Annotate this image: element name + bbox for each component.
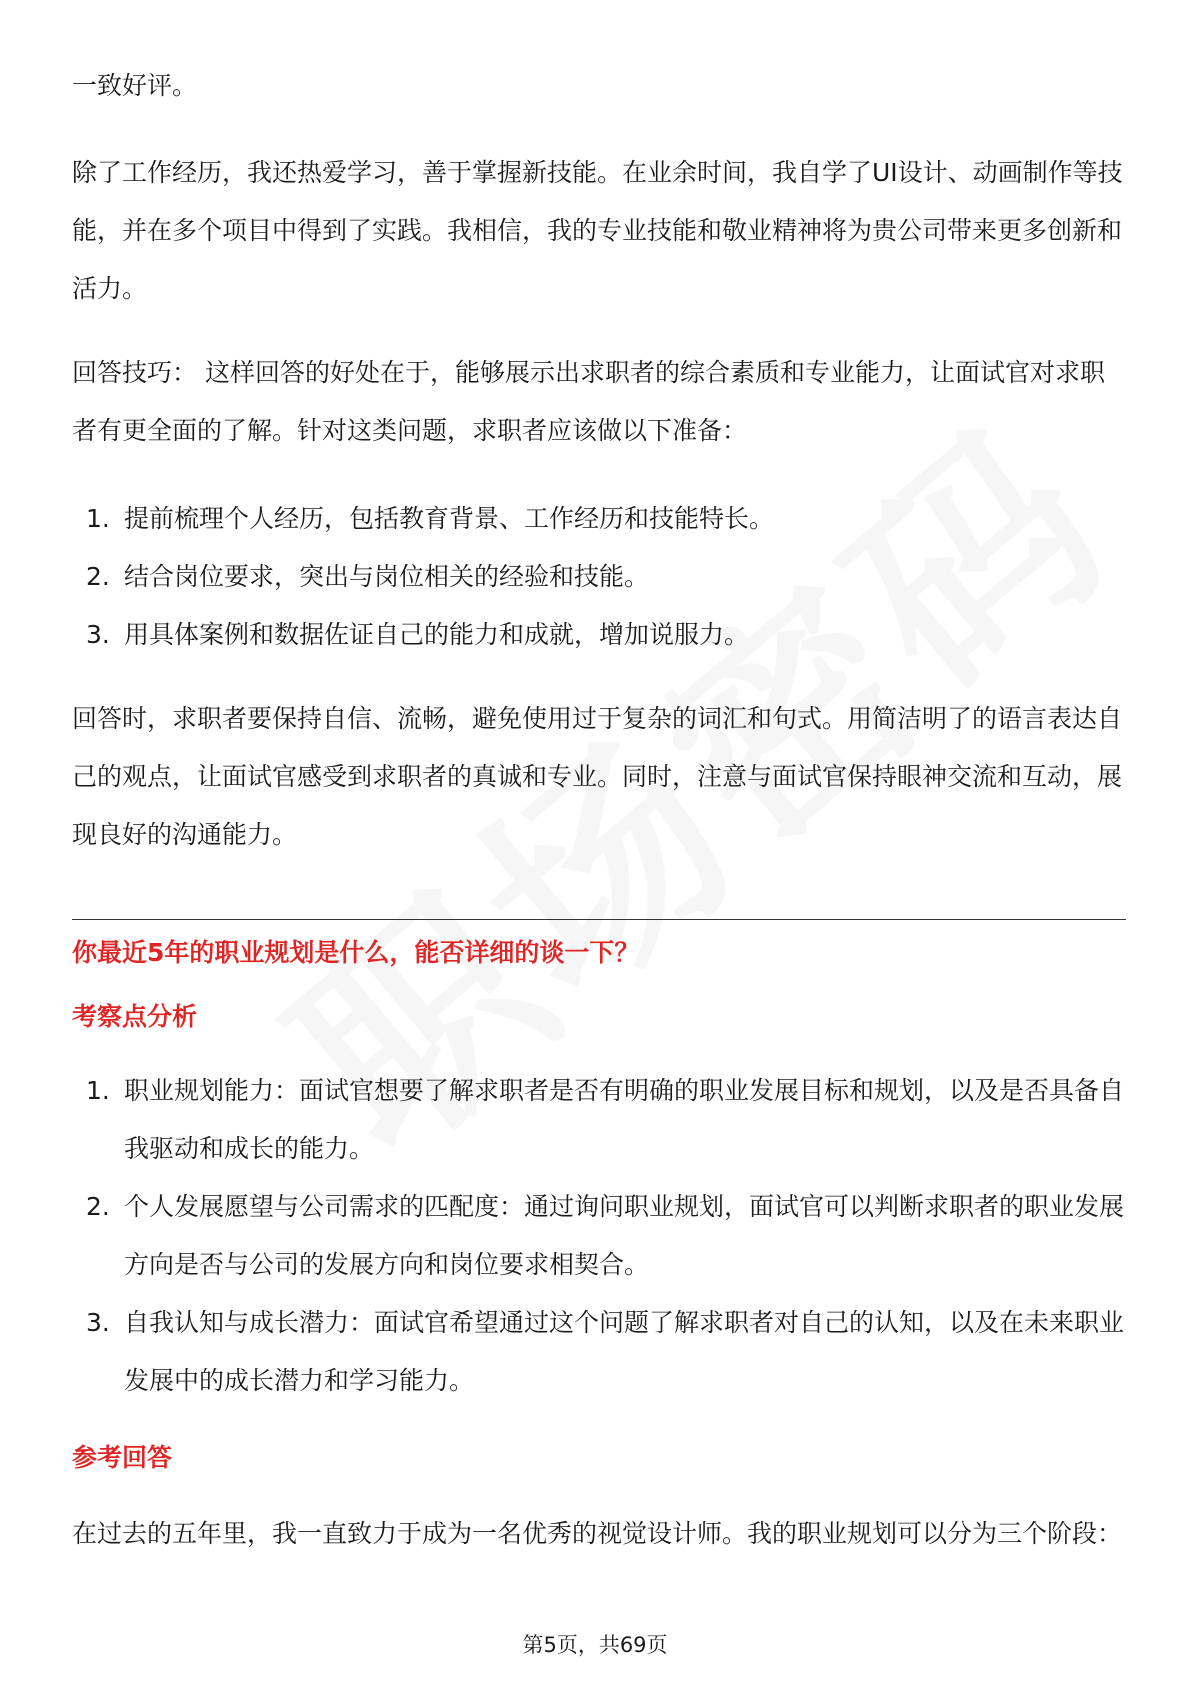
- paragraph: 一致好评。: [72, 71, 198, 100]
- list-item-number: 3.: [86, 620, 110, 649]
- list-item: [72, 490, 1126, 548]
- question-heading: 你最近5年的职业规划是什么，能否详细的谈一下？: [72, 938, 640, 967]
- list-item-text: 个人发展愿望与公司需求的匹配度：通过询问职业规划，面试官可以判断求职者的职业发展方向是否与公司的发展方向和岗位要求相契合。: [124, 1192, 1125, 1279]
- answer-heading: 参考回答: [72, 1443, 173, 1472]
- list-item-number: 1.: [86, 1076, 110, 1105]
- list-item-text: 用具体案例和数据佐证自己的能力和成就，增加说服力。: [124, 620, 750, 649]
- list-item-number: 2.: [86, 562, 110, 591]
- tips-list: [72, 490, 1126, 664]
- list-item-text: 自我认知与成长潜力：面试官希望通过这个问题了解求职者对自己的认知，以及在未来职业发展中的成长潜力和学习能力。: [124, 1308, 1125, 1395]
- paragraph: 回答时，求职者要保持自信、流畅，避免使用过于复杂的词汇和句式。用简洁明了的语言表达自己的观点，让面试官感受到求职者的真诚和专业。同时，注意与面试官保持眼神交流和互动，展现良好的沟通能力。: [72, 704, 1123, 849]
- paragraph: 在过去的五年里，我一直致力于成为一名优秀的视觉设计师。我的职业规划可以分为三个阶段：: [72, 1519, 1123, 1548]
- list-item: [72, 1178, 1126, 1294]
- list-item-text: 结合岗位要求，突出与岗位相关的经验和技能。: [124, 562, 650, 591]
- list-item-number: 1.: [86, 504, 110, 533]
- list-item-text: 职业规划能力：面试官想要了解求职者是否有明确的职业发展目标和规划，以及是否具备自我驱动和成长的能力。: [124, 1076, 1125, 1163]
- paragraph-tips-intro: 回答技巧： 这样回答的好处在于，能够展示出求职者的综合素质和专业能力，让面试官对求职者有更全面的了解。针对这类问题，求职者应该做以下准备：: [72, 358, 1105, 445]
- list-item-number: 3.: [86, 1308, 110, 1337]
- list-item-text: 提前梳理个人经历，包括教育背景、工作经历和技能特长。: [124, 504, 775, 533]
- section-divider: [72, 919, 1126, 920]
- analysis-heading: 考察点分析: [72, 1002, 198, 1031]
- list-item: [72, 548, 1126, 606]
- paragraph: 除了工作经历，我还热爱学习，善于掌握新技能。在业余时间，我自学了UI设计、动画制作等技能，并在多个项目中得到了实践。我相信，我的专业技能和敬业精神将为贵公司带来更多创新和活力。: [72, 158, 1123, 303]
- list-item: [72, 606, 1126, 664]
- list-item: [72, 1294, 1126, 1410]
- list-item-number: 2.: [86, 1192, 110, 1221]
- list-item: [72, 1062, 1126, 1178]
- analysis-list: [72, 1062, 1126, 1410]
- page-footer: 第5页，共69页: [522, 1633, 668, 1657]
